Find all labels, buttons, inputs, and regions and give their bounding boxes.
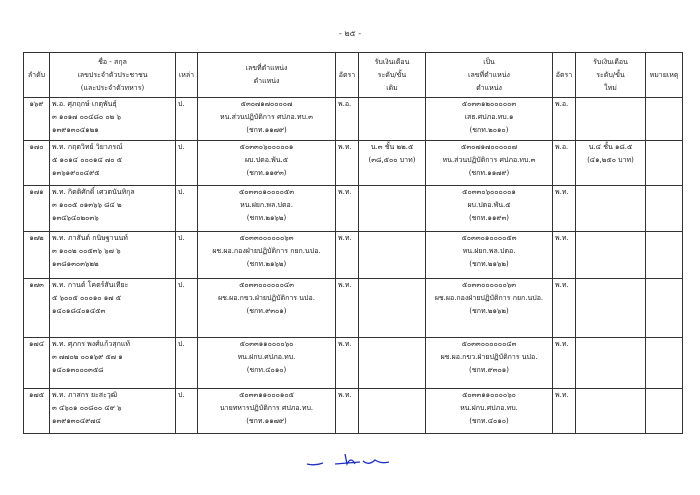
new-position-code: (ชกท.๒๐๑๐) — [469, 126, 509, 134]
citizen-id: ๕ ๑๐๑๔ ๐๐๐๑๔ ๗๐ ๕ — [52, 156, 123, 164]
salary-old — [359, 186, 426, 232]
new-position-code: (ชกท.๙๓๐๑) — [469, 366, 509, 374]
position-number: ๕๐๓๓๐๐๐๐๐๐๔๓ — [239, 281, 294, 289]
salary-new — [576, 338, 646, 389]
rank-old: พ.ท. — [336, 186, 359, 232]
row-index: ๑๗๔ — [24, 338, 50, 389]
new-position-cell — [426, 338, 553, 389]
rank-old: พ.ท. — [336, 141, 359, 186]
personnel-table — [23, 52, 683, 434]
header-row — [24, 53, 683, 98]
new-position-code: (ชกท.๑๑๙๓) — [468, 214, 510, 222]
salary-old — [359, 338, 426, 389]
new-position-title: ผช.ผอ.กองฝ่ายปฏิบัติการ กยก.นปอ. — [434, 294, 544, 302]
position-number: ๕๐๓๓๐๐๐๐๐๐๖๓ — [239, 234, 294, 242]
military-id: ๑๔๐๑๓๐๐๐๓๕๘ — [52, 366, 104, 374]
name-cell — [50, 338, 176, 389]
header-salary-new: รับเงินเดือน ระดับ/ขั้น ใหม่ — [576, 53, 646, 98]
remark — [646, 338, 683, 389]
new-position-number: ๕๓๐๗๑๗๐๐๐๐๐๗ — [461, 143, 517, 151]
new-position-cell — [426, 98, 553, 141]
header-rank-new: อัตรา — [553, 53, 576, 98]
military-id: ๑๓๙๑๓๐๔๑๒๑ — [52, 126, 99, 134]
header-remark: หมายเหตุ — [646, 53, 683, 98]
citizen-id: ๕ ๖๐๐๕ ๐๐๐๑๐ ๑๗ ๕ — [52, 294, 122, 302]
name-cell — [50, 279, 176, 338]
corps: ป. — [176, 141, 198, 186]
rank-old: พ.ท. — [336, 338, 359, 389]
new-position-number: ๕๐๓๓๐๐๐๐๐๐๔๓ — [461, 340, 517, 348]
position-title: นายทหารปฏิบัติการ ศปภอ.ทบ. — [219, 404, 314, 412]
new-position-title: ผช.ผอ.กขว.ฝ่ายปฏิบัติการ นปอ. — [440, 353, 538, 361]
salary-new — [576, 232, 646, 279]
row-index: ๑๗๐ — [24, 141, 50, 186]
rank-new: พ.ท. — [553, 338, 576, 389]
new-position-number: ๕๐๓๓๑๒๐๐๐๐๐๓ — [461, 100, 517, 108]
header-rank-old: อัตรา — [336, 53, 359, 98]
salary-new: น.๔ ชั้น ๑๘.๕ (๔๑,๒๕๐ บาท) — [576, 141, 646, 186]
position-code: (ชกท.๒๑๖๒) — [246, 214, 287, 222]
remark — [646, 141, 683, 186]
table-row — [24, 338, 683, 389]
corps: ป. — [176, 389, 198, 434]
position-cell — [198, 279, 336, 338]
military-id: ๑๔๐๑๘๔๐๑๔๕๓ — [52, 307, 106, 315]
military-id: ๑๓๖๑๙๐๐๔๙๕ — [52, 169, 100, 177]
salary-new — [576, 98, 646, 141]
new-position-number: ๕๐๓๓๐๖๐๐๐๐๐๑ — [462, 188, 516, 196]
position-title: หน.ส่วนปฏิบัติการ ศปภอ.ทบ.๓ — [220, 113, 313, 121]
new-position-cell — [426, 186, 553, 232]
position-code: (ชกท.๒๑๖๒) — [246, 260, 287, 268]
corps: ป. — [176, 232, 198, 279]
new-position-title: ผบ.ปตอ.พัน.๕ — [467, 201, 511, 209]
salary-old — [359, 232, 426, 279]
remark — [646, 389, 683, 434]
new-position-code: (ชกท.๒๑๖๒) — [469, 260, 509, 268]
header-index: ลำดับ — [24, 53, 50, 98]
citizen-id: ๓ ๑๐๐๒ ๐๐๕๓๖ ๖๗ ๖ — [52, 247, 121, 255]
position-code: (ชกท.๑๑๙๓) — [246, 169, 287, 177]
row-index: ๑๗๑ — [24, 186, 50, 232]
salary-new — [576, 186, 646, 232]
name-cell — [50, 232, 176, 279]
row-index: ๑๗๒ — [24, 232, 50, 279]
corps: ป. — [176, 186, 198, 232]
rank-old: พ.ท. — [336, 232, 359, 279]
position-cell — [198, 389, 336, 434]
position-code: (ชกท.๑๑๗๙) — [246, 417, 287, 425]
corps: ป. — [176, 279, 198, 338]
salary-old — [359, 389, 426, 434]
person-name: พ.ท. ศุภกร พงศ์แก้วสุกแท้ — [52, 340, 130, 348]
position-cell — [198, 141, 336, 186]
military-id: ๑๓๙๑๓๐๔๙๗๔ — [52, 417, 101, 425]
table-row — [24, 279, 683, 338]
person-name: พ.ท. กานต์ โคตร์สันเทียะ — [52, 281, 129, 289]
table-row — [24, 232, 683, 279]
new-position-title: เสธ.ศปภอ.ทบ.๑ — [464, 113, 514, 121]
remark — [646, 232, 683, 279]
person-name: พ.ท. ภาสันต์ กนิษฐานนท์ — [52, 234, 128, 242]
name-cell — [50, 98, 176, 141]
table-row — [24, 186, 683, 232]
citizen-id: ๓ ๔๖๐๑ ๐๐๘๐๐ ๔๙ ๖ — [52, 404, 122, 412]
rank-new: พ.ท. — [553, 186, 576, 232]
rank-old: พ.ท. — [336, 389, 359, 434]
position-code: (ชกท.๑๑๗๙) — [246, 126, 287, 134]
position-title: ผช.ผอ.กองฝ่ายปฏิบัติการ กยก.นปอ. — [212, 247, 321, 255]
new-position-cell — [426, 232, 553, 279]
person-name: พ.ท. กิตติศักดิ์ เศวตนันทิกุล — [52, 188, 135, 196]
name-cell — [50, 186, 176, 232]
row-index: ๑๖๙ — [24, 98, 50, 141]
position-code: (ชกท.๔๐๑๐) — [246, 366, 287, 374]
military-id: ๑๓๔๖๔๐๒๐๓๖ — [52, 214, 99, 222]
new-position-number: ๕๐๓๓๐๑๐๐๐๐๕๓ — [461, 234, 517, 242]
position-number: ๕๐๓๓๐๑๐๐๐๐๕๓ — [238, 188, 295, 196]
row-index: ๑๗๕ — [24, 389, 50, 434]
header-name: ชื่อ - สกุล เลขประจำตัวประชาชน (และประจำตัวทหาร) — [50, 53, 176, 98]
new-position-code: (ชกท.๒๑๖๒) — [469, 307, 509, 315]
citizen-id: ๓ ๗๗๐๒ ๐๐๑๖๙ ๕๗ ๑ — [52, 353, 123, 361]
position-number: ๕๐๓๓๐๖๐๐๐๐๐๑ — [239, 143, 294, 151]
position-title: ผช.ผอ.กขว.ฝ่ายปฏิบัติการ นปอ. — [218, 294, 315, 302]
rank-new: พ.ท. — [553, 389, 576, 434]
new-position-title: หน.ส่วนปฏิบัติการ ศปภอ.ทบ.๓ — [442, 156, 536, 164]
rank-old: พ.ท. — [336, 279, 359, 338]
table-row — [24, 141, 683, 186]
corps: ป. — [176, 98, 198, 141]
military-id: ๑๓๘๑๓๐๓๖๒๒ — [52, 260, 99, 268]
new-position-title: หน.ฝยก.พล.ปตอ. — [462, 247, 516, 255]
position-title: ผบ.ปตอ.พัน.๕ — [244, 156, 289, 164]
header-salary-old: รับเงินเดือน ระดับ/ขั้น เดิม — [359, 53, 426, 98]
position-cell — [198, 186, 336, 232]
new-position-code: (ชกท.๔๐๑๐) — [469, 417, 509, 425]
position-code: (ชกท.๙๓๐๑) — [246, 307, 287, 315]
person-name: พ.ท. กฤตวิทย์ วิยาภรณ์ — [52, 143, 123, 151]
position-cell — [198, 98, 336, 141]
citizen-id: ๓ ๑๐๐๕ ๐๑๓๖๖ ๘๔ ๒ — [52, 201, 122, 209]
salary-old — [359, 98, 426, 141]
rank-new: พ.อ. — [553, 141, 576, 186]
name-cell — [50, 141, 176, 186]
rank-new: พ.อ. — [553, 98, 576, 141]
position-cell — [198, 338, 336, 389]
position-number: ๕๓๐๗๑๗๐๐๐๐๗ — [240, 100, 293, 108]
rank-old: พ.อ. — [336, 98, 359, 141]
salary-new — [576, 279, 646, 338]
corps: ป. — [176, 338, 198, 389]
new-position-number: ๕๐๓๓๐๐๐๐๐๐๖๓ — [461, 281, 516, 289]
header-new-position: เป็น เลขที่ตำแหน่ง ตำแหน่ง — [426, 53, 553, 98]
header-position: เลขที่ตำแหน่ง ตำแหน่ง — [198, 53, 336, 98]
signature-stroke-icon — [305, 452, 395, 472]
salary-old — [359, 279, 426, 338]
table-row — [24, 389, 683, 434]
salary-new — [576, 389, 646, 434]
page-number: - ๒๕ - — [338, 29, 362, 38]
new-position-cell — [426, 279, 553, 338]
table-row — [24, 98, 683, 141]
name-cell — [50, 389, 176, 434]
position-cell — [198, 232, 336, 279]
new-position-cell — [426, 389, 553, 434]
position-title: หน.ฝกบ.ศปภอ.ทบ. — [237, 353, 296, 361]
header-corps: เหล่า — [176, 53, 198, 98]
new-position-cell — [426, 141, 553, 186]
row-index: ๑๗๓ — [24, 279, 50, 338]
new-position-number: ๕๐๓๓๑๑๐๐๐๐๖๐ — [462, 391, 516, 399]
position-title: หน.ฝยก.พล.ปตอ. — [240, 201, 293, 209]
salary-old: น.๓ ชั้น ๒๒.๕ (๓๘,๕๐๐ บาท) — [359, 141, 426, 186]
person-name: พ.ท. ภาสกร ยะสะวุฒิ — [52, 391, 118, 399]
remark — [646, 186, 683, 232]
new-position-code: (ชกท.๑๑๗๙) — [468, 169, 510, 177]
remark — [646, 279, 683, 338]
position-number: ๕๐๓๓๑๑๐๐๐๐๖๐ — [239, 340, 294, 348]
citizen-id: ๓ ๑๐๑๗ ๐๐๔๘๐ ๐๒ ๖ — [52, 113, 121, 121]
person-name: พ.อ. ศุภฤกษ์ เกตุพันธุ์ — [52, 100, 117, 108]
new-position-title: หน.ฝกบ.ศปภอ.ทบ. — [460, 404, 518, 412]
remark — [646, 98, 683, 141]
rank-new: พ.ท. — [553, 279, 576, 338]
position-number: ๕๐๓๓๑๑๐๐๐๑๐๕ — [239, 391, 294, 399]
rank-new: พ.ท. — [553, 232, 576, 279]
